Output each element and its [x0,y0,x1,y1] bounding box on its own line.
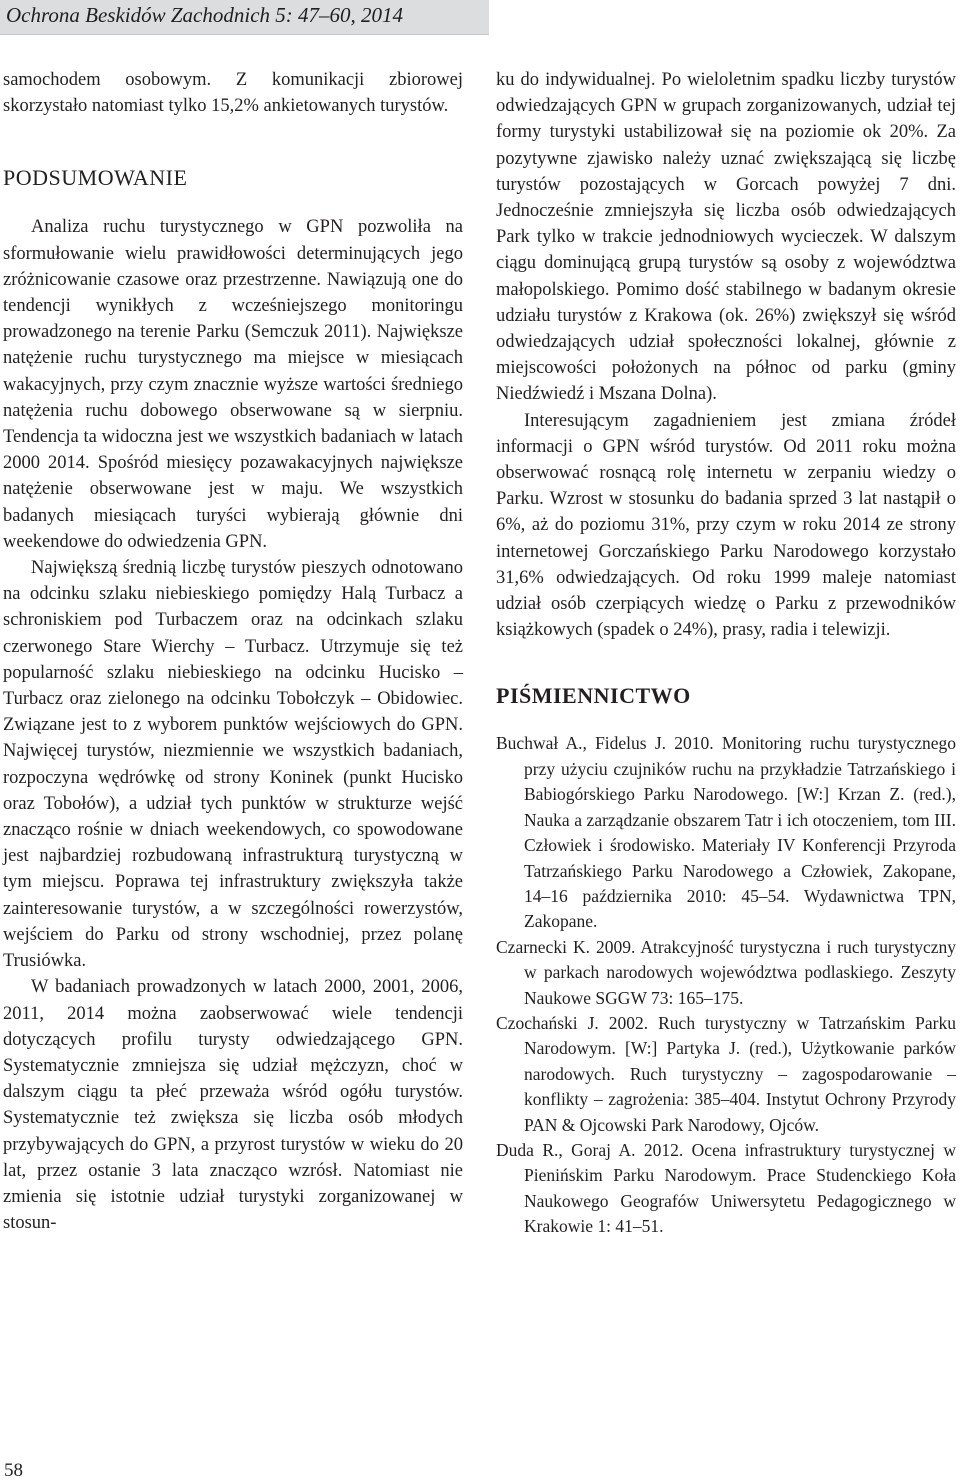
intro-paragraph: samochodem osobowym. Z komunikacji zbiorowej skorzystało natomiast tylko 15,2% ankietowanych turystów. [3,70,463,117]
summary-heading: PODSUMOWANIE [3,165,188,191]
journal-title: Ochrona Beskidów Zachodnich 5: 47–60, 2014 [6,3,404,27]
continued-paragraph: ku do indywidualnej. Po wieloletnim spadku liczby turystów odwiedzających GPN w grupach zorganizowanych, udział tej formy turystyki ustabilizował się na poziomie ok 20%. Za pozytywne zjawisko należy uznać zwiększającą się liczbę turystów pozostających w Gorcach powyżej 7 dni. Jednocześnie zmniejszyła się liczba osób odwiedzających Park tylko w trakcie jednodniowych wycieczek. W dalszym ciągu dominującą grupą turystów są osoby z województwa małopolskiego. Pomimo dość stabilnego w badanym okresie udziału turystów z Krakowa (ok. 26%) zwiększył się wśród odwiedzających udział społeczności lokalnej, głównie z miejscowości położonych na północ od parku (gminy Niedźwiedź i Mszana Dolna). [496,70,956,405]
information-sources-paragraph: Interesującym zagadnieniem jest zmiana źródeł informacji o GPN wśród turystów. Od 2011 roku można obserwować rosnącą rolę internetu w zerpaniu wiedzy o Parku. Wzrost w stosunku do badania sprzed 3 lat nastąpił o 6%, aż do poziomu 31%, przy czym w roku 2014 ze strony internetowej Gorczańskiego Parku Narodowego korzystało 31,6% odwiedzających. Od roku 1999 maleje natomiast udział osób czerpiących wiedzę o Parku z przewodników książkowych (spadek o 24%), prasy, radia i telewizji. [496,410,956,641]
right-column [496,67,956,1240]
reference-item: Czarnecki K. 2009. Atrakcyjność turystyczna i ruch turystyczny w parkach narodowych województwa podlaskiego. Zeszyty Naukowe SGGW 73: 165–175. [496,936,956,1008]
summary-paragraph-3: W badaniach prowadzonych w latach 2000, 2001, 2006, 2011, 2014 można zaobserwować wiele tendencji dotyczących profilu turysty odwiedzającego GPN. Systematycznie zmniejsza się udział mężczyzn, choć w dalszym ciągu ta płeć przeważa wśród ogółu turystów. Systematycznie też zwiększa się liczba osób młodych przybywających do GPN, a przyrost turystów w wieku do 20 lat, przez ostanie 3 lata znacząco wzrósł. Natomiast nie zmienia się istotnie udział turystyki zorganizowanej w stosun- [3,977,463,1234]
summary-paragraph-2: Największą średnią liczbę turystów pieszych odnotowano na odcinku szlaku niebieskiego pomiędzy Halą Turbacz a schroniskiem pod Turbaczem oraz na odcinkach szlaku czerwonego Stare Wierchy – Turbacz. Utrzymuje się też popularność szlaku niebieskiego na odcinku Hucisko – Turbacz oraz zielonego na odcinku Tobołczyk – Obidowiec. Związane jest to z wyborem punktów wejściowych do GPN. Najwięcej turystów, niezmiennie we wszystkich badaniach, rozpoczyna wędrówkę od strony Koninek (punkt Hucisko oraz Tobołów), a udział tych punktów w strukturze wejść znacząco rośnie w dniach weekendowych, co spowodowane jest najbardziej rozbudowaną infrastrukturą turystyczną w tym miejscu. Poprawa tej infrastruktury zwiększyła także zainteresowanie turystów, a w szczególności rowerzystów, wejściem do Parku od strony wschodniej, przez polanę Trusiówka. [3,558,463,972]
references-heading: PIŚMIENNICTWO [496,683,691,709]
left-column [3,67,463,1236]
reference-item: Buchwał A., Fidelus J. 2010. Monitoring ruchu turystycznego przy użyciu czujników ruchu na przykładzie Tatrzańskiego i Babiogórskiego Parku Narodowego. [W:] Krzan Z. (red.), Nauka a zarządzanie obszarem Tatr i ich otoczeniem, tom III. Człowiek i środowisko. Materiały IV Konferencji Przyroda Tatrzańskiego Parku Narodowego a Człowiek, Zakopane, 14–16 października 2010: 45–54. Wydawnictwa TPN, Zakopane. [496,733,956,932]
reference-item: Duda R., Goraj A. 2012. Ocena infrastruktury turystycznej w Pienińskim Parku Narodowym. Prace Studenckiego Koła Naukowego Geografów Uniwersytetu Pedagogicznego w Krakowie 1: 41–51. [496,1139,956,1237]
page-number: 58 [4,1460,23,1481]
reference-item: Czochański J. 2002. Ruch turystyczny w Tatrzańskim Parku Narodowym. [W:] Partyka J. (red.), Użytkowanie parków narodowych. Ruch turystyczny – zagospodarowanie – konflikty – zagrożenia: 385–404. Instytut Ochrony Przyrody PAN & Ojcowski Park Narodowy, Ojców. [496,1012,956,1135]
summary-paragraph-1: Analiza ruchu turystycznego w GPN pozwoliła na sformułowanie wielu prawidłowości determinujących jego zróżnicowanie czasowe oraz przestrzenne. Nawiązują one do tendencji wynikłych z wcześniejszego monitoringu prowadzonego na terenie Parku (Semczuk 2011). Największe natężenie ruchu turystycznego ma miejsce w miesiącach wakacyjnych, przy czym znacznie wyższe wartości średniego natężenia ruchu dobowego obserwowane są w sierpniu. Tendencja ta widoczna jest we wszystkich badaniach w latach 2000 2014. Spośród miesięcy pozawakacyjnych największe natężenie obserwowane jest w maju. We wszystkich badanych miesiącach turyści wybierają głównie dni weekendowe do odwiedzenia GPN. [3,217,463,552]
references-list [496,731,956,1239]
running-header [0,0,489,35]
